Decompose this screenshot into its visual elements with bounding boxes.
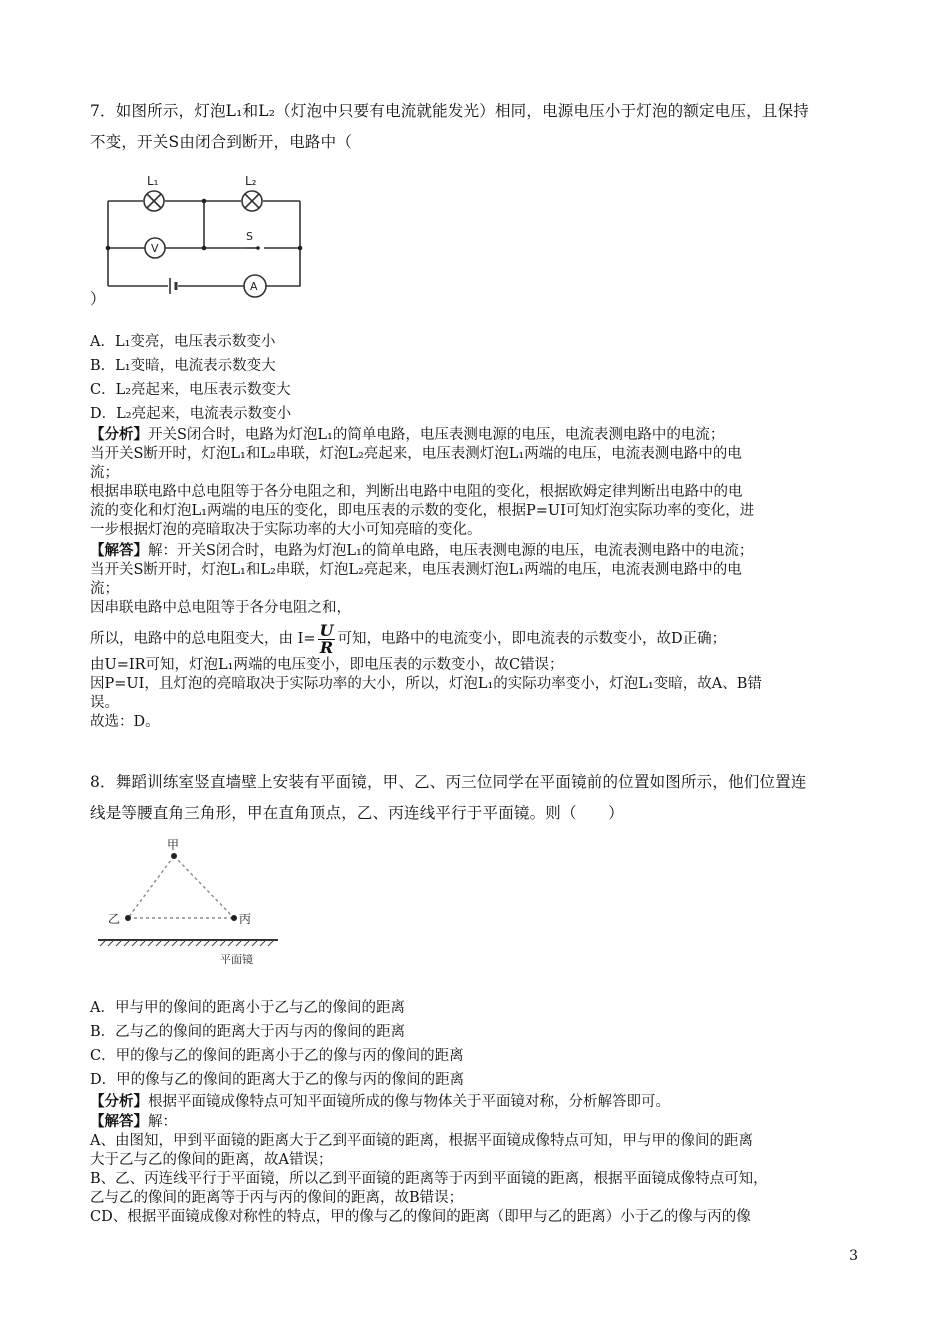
q7-analysis-line: 当开关S断开时，灯泡L₁和L₂串联，灯泡L₂亮起来，电压表测灯泡L₁两端的电压，电流表测电路中的电 [90, 446, 742, 462]
q8-stem-line2: 线是等腰直角三角形，甲在直角顶点，乙、丙连线平行于平面镜。则（ ） [90, 804, 624, 822]
q7-formula-after: 可知，电路中的电流变小，即电流表的示数变小，故D正确； [337, 631, 727, 647]
q7-analysis-line: 一步根据灯泡的亮暗取决于实际功率的大小可知亮暗的变化。 [90, 522, 482, 538]
q7-formula-num: U [319, 620, 334, 640]
q7-stem [90, 96, 870, 158]
q8-answer-line: B、乙、丙连线平行于平面镜，所以乙到平面镜的距离等于丙到平面镜的距离，根据平面镜成像特点可知， [90, 1171, 768, 1187]
q8-answer-line: 大于乙与乙的像间的距离，故A错误； [90, 1152, 333, 1168]
q7-stem-close: ） [90, 290, 106, 308]
q7-analysis-line: 流的变化和灯泡L₁两端的电压的变化，即电压表的示数的变化，根据P=UI可知灯泡实际功率的变化，进 [90, 503, 755, 519]
q8-label-jia: 甲 [167, 838, 180, 852]
q8-option-d: D．甲的像与乙的像间的距离大于乙的像与丙的像间的距离 [90, 1072, 465, 1088]
q8-answer-line: CD、根据平面镜成像对称性的特点，甲的像与乙的像间的距离（即甲与乙的距离）小于乙的像与丙的像 [90, 1209, 751, 1225]
q8-analysis [90, 1092, 870, 1227]
q8-answer-head: 解： [148, 1114, 177, 1130]
q7-analysis [90, 425, 870, 540]
q7-answer-line: 因串联电路中总电阻等于各分电阻之和， [90, 600, 351, 616]
q7-answer-line: 解：开关S闭合时，电路为灯泡L₁的简单电路，电压表测电源的电压，电流表测电路中的电流； [148, 543, 754, 559]
q7-option-c: C．L₂亮起来，电压表示数变大 [90, 382, 291, 398]
q7-circuit-diagram [96, 168, 316, 300]
q8-label-mirror: 平面镜 [220, 953, 253, 966]
q7-label-l2: L₂ [245, 174, 257, 188]
q8-label-yi: 乙 [108, 912, 121, 926]
q7-answer-line: 误。 [90, 695, 119, 711]
q7-label-s: S [246, 230, 253, 243]
q7-formula-line [90, 622, 870, 656]
q8-stem-line1: 8．舞蹈训练室竖直墙壁上安装有平面镜，甲、乙、丙三位同学在平面镜前的位置如图所示，他们位置连 [90, 773, 807, 791]
q7-option-a: A．L₁变亮，电压表示数变小 [90, 334, 276, 350]
q7-label-v: V [151, 242, 159, 255]
q7-stem-line2: 不变，开关S由闭合到断开，电路中（ [90, 133, 353, 151]
q7-analysis-line: 根据串联电路中总电阻等于各分电阻之和，判断出电路中电阻的变化，根据欧姆定律判断出电路中的电 [90, 484, 743, 500]
q7-answer-tag: 【解答】 [90, 542, 148, 559]
q8-answer-tag: 【解答】 [90, 1113, 148, 1130]
q7-option-d: D．L₂亮起来，电流表示数变小 [90, 406, 292, 422]
q8-mirror-diagram [96, 836, 296, 972]
q7-stem-line1: 7．如图所示，灯泡L₁和L₂（灯泡中只要有电流就能发光）相同，电源电压小于灯泡的额定电压，且保持 [90, 102, 809, 120]
q8-stem [90, 767, 870, 829]
q8-option-b: B．乙与乙的像间的距离大于丙与丙的像间的距离 [90, 1024, 406, 1040]
q7-answer [90, 541, 870, 732]
q8-answer-line: A、由图知，甲到平面镜的距离大于乙到平面镜的距离，根据平面镜成像特点可知，甲与甲的像间的距离 [90, 1133, 753, 1149]
q8-options [90, 996, 870, 1092]
q8-answer-line: 乙与乙的像间的距离等于丙与丙的像间的距离，故B错误； [90, 1190, 464, 1206]
q7-analysis-line: 开关S闭合时，电路为灯泡L₁的简单电路，电压表测电源的电压，电流表测电路中的电流； [148, 427, 725, 443]
q7-analysis-line: 流； [90, 465, 119, 481]
q7-formula-fraction [318, 620, 336, 657]
q7-analysis-tag: 【分析】 [90, 426, 148, 443]
q7-answer-line: 流； [90, 581, 119, 597]
q8-analysis-tag: 【分析】 [90, 1093, 148, 1110]
q7-answer-line: 当开关S断开时，灯泡L₁和L₂串联，灯泡L₂亮起来，电压表测灯泡L₁两端的电压，电流表测电路中的电 [90, 562, 742, 578]
q7-label-l1: L₁ [147, 174, 159, 188]
q7-answer-line: 由U=IR可知，灯泡L₁两端的电压变小，即电压表的示数变小，故C错误； [90, 657, 564, 673]
q7-answer-line: 故选：D。 [90, 714, 160, 730]
q7-options [90, 330, 870, 426]
q8-analysis-text: 根据平面镜成像特点可知平面镜所成的像与物体关于平面镜对称，分析解答即可。 [148, 1094, 670, 1110]
page-number: 3 [849, 1248, 858, 1264]
q7-label-a: A [250, 280, 258, 293]
q7-option-b: B．L₁变暗，电流表示数变大 [90, 358, 276, 374]
q7-formula-den: R [319, 637, 334, 657]
q7-formula-before: 所以，电路中的总电阻变大，由 I= [90, 631, 316, 647]
q8-option-a: A．甲与甲的像间的距离小于乙与乙的像间的距离 [90, 1000, 405, 1016]
q7-answer-line: 因P=UI，且灯泡的亮暗取决于实际功率的大小，所以，灯泡L₁的实际功率变小，灯泡L₁变暗，故A、B错 [90, 676, 762, 692]
q8-label-bing: 丙 [239, 912, 252, 926]
q8-option-c: C．甲的像与乙的像间的距离小于乙的像与丙的像间的距离 [90, 1048, 464, 1064]
